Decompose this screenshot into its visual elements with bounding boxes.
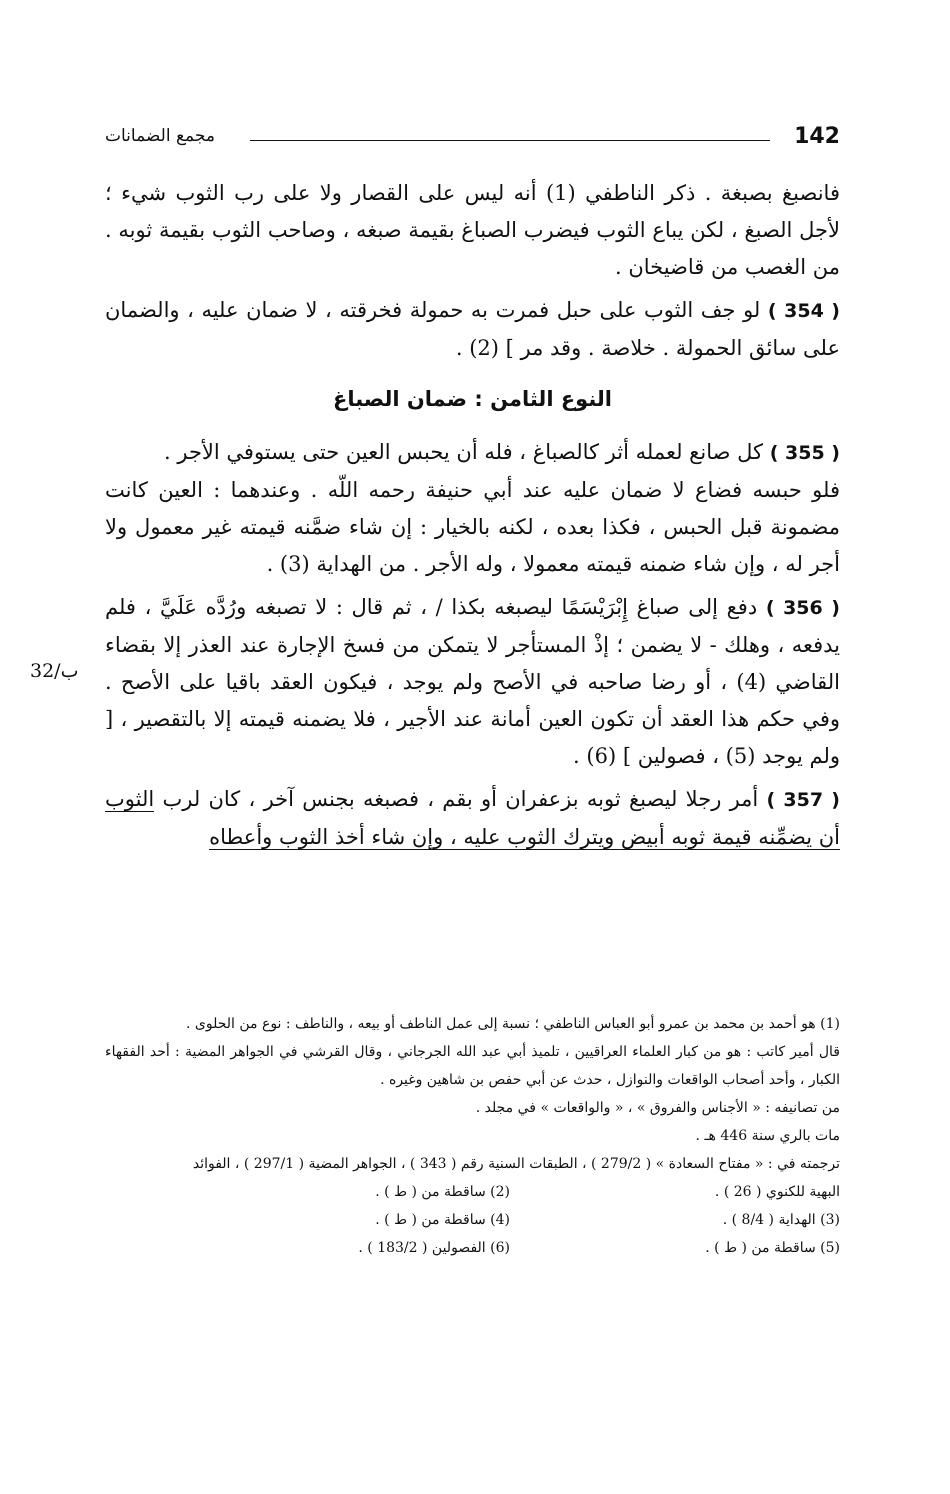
item-number: ( 354 ) (767, 300, 840, 322)
paragraph-text: دفع إلى صباغ إِبْرَيْسَمًا ليصبغه بكذا / ، ثم قال : لا تصبغه ورُدَّه عَلَيَّ ، فلم يدفعه ، وهلك - لا يضمن ؛ إذْ المستأجر لا يتمكن من فسخ الإجارة عند العذر إلا بقضاء القاضي (4) ، أو رضا صاحبه في الأصح ولم يوجد ، فيكون العقد باقيا على الأصح . وفي حكم هذا العقد أن تكون العين أمانة عند الأجير ، فلا يضمنه قيمته إلا بالتقصير ، [ ولم يوجد (5) ، فصولين ] (6) . (105, 595, 840, 768)
paragraph-text-last-line: الثوب أن يضمِّنه قيمة ثوبه أبيض ويترك الثوب عليه ، وإن شاء أخذ الثوب وأعطاه (105, 787, 840, 849)
paragraph-text: لو جف الثوب على حبل فمرت به حمولة فخرقته ، لا ضمان عليه ، والضمان على سائق الحمولة . خلاصة . وقد مر ] (2) . (105, 298, 840, 360)
footnote-3: (3) الهداية ( 8/4 ) . (722, 1212, 840, 1228)
footnote-row (105, 1234, 840, 1262)
footnote-1-continued: قال أمير كاتب : هو من كبار العلماء العراقيين ، تلميذ أبي عبد الله الجرجاني ، وقال القرشي في الجواهر المضية : أحد الفقهاء الكبار ، وأحد أصحاب الواقعات والنوازل ، حدث عن أبي حفص بن شاهين وغيره . (105, 1044, 840, 1088)
running-title: مجمع الضمانات (105, 126, 215, 146)
paragraph-text: أمر رجلا ليصبغ ثوبه بزعفران أو بقم ، فصبغه بجنس آخر ، كان لرب (162, 787, 759, 811)
paragraph-356 (105, 589, 840, 775)
paragraph-357 (105, 781, 840, 856)
footnote-5: (5) ساقطة من ( ط ) . (705, 1240, 840, 1256)
page-header (105, 120, 840, 160)
paragraph-354 (105, 292, 840, 367)
main-text (105, 175, 840, 856)
footnote-2: (2) ساقطة من ( ط ) . (375, 1184, 510, 1200)
footnote-1-death: مات بالري سنة 446 هـ . (695, 1128, 840, 1144)
paragraph-text: كل صانع لعمله أثر كالصباغ ، فله أن يحبس العين حتى يستوفي الأجر . (164, 440, 764, 464)
paragraph-355 (105, 434, 840, 472)
footnote-6: (6) الفصولين ( 183/2 ) . (358, 1240, 510, 1256)
section-heading: النوع الثامن : ضمان الصباغ (332, 387, 612, 411)
footnote-1: (1) هو أحمد بن محمد بن عمرو أبو العباس الناطفي ؛ نسبة إلى عمل الناطف أو بيعه ، والناطف : نوع من الحلوى . (185, 1016, 840, 1032)
item-number: ( 356 ) (765, 597, 840, 619)
paragraph: فانصبغ بصبغة . ذكر الناطفي (1) أنه ليس على القصار ولا على رب الثوب شيء ؛ لأجل الصبغ ، لكن يباع الثوب فيضرب الصباغ بقيمة صبغه ، وصاحب الثوب بقيمة ثوبه . من الغصب من قاضيخان . (105, 181, 840, 279)
footnote-row (105, 1178, 840, 1206)
footnote-4: (4) ساقطة من ( ط ) . (375, 1212, 510, 1228)
item-number: ( 357 ) (766, 789, 840, 811)
paragraph: فلو حبسه فضاع لا ضمان عليه عند أبي حنيفة رحمه اللّه . وعندهما : العين كانت مضمونة قبل الحبس ، فكذا بعده ، لكنه بالخيار : إن شاء ضمَّنه قيمته غير معمول ولا أجر له ، وإن شاء ضمنه قيمته معمولا ، وله الأجر . من الهداية (3) . (105, 478, 840, 576)
footnote-row (105, 1206, 840, 1234)
footnote-1-sources-tail: البهية للكنوي ( 26 ) . (714, 1184, 840, 1200)
footnotes (105, 1010, 840, 1262)
margin-folio-note: 32/ب (30, 660, 79, 682)
header-rule (250, 140, 770, 141)
footnote-1-sources: ترجمته في : « مفتاح السعادة » ( 279/2 ) ، الطبقات السنية رقم ( 343 ) ، الجواهر المضية ( 297/1 ) ، الفوائد (192, 1156, 840, 1172)
page-number: 142 (794, 124, 840, 149)
item-number: ( 355 ) (769, 442, 840, 464)
footnote-1-works: من تصانيفه : « الأجناس والفروق » ، « والواقعات » في مجلد . (475, 1100, 840, 1116)
